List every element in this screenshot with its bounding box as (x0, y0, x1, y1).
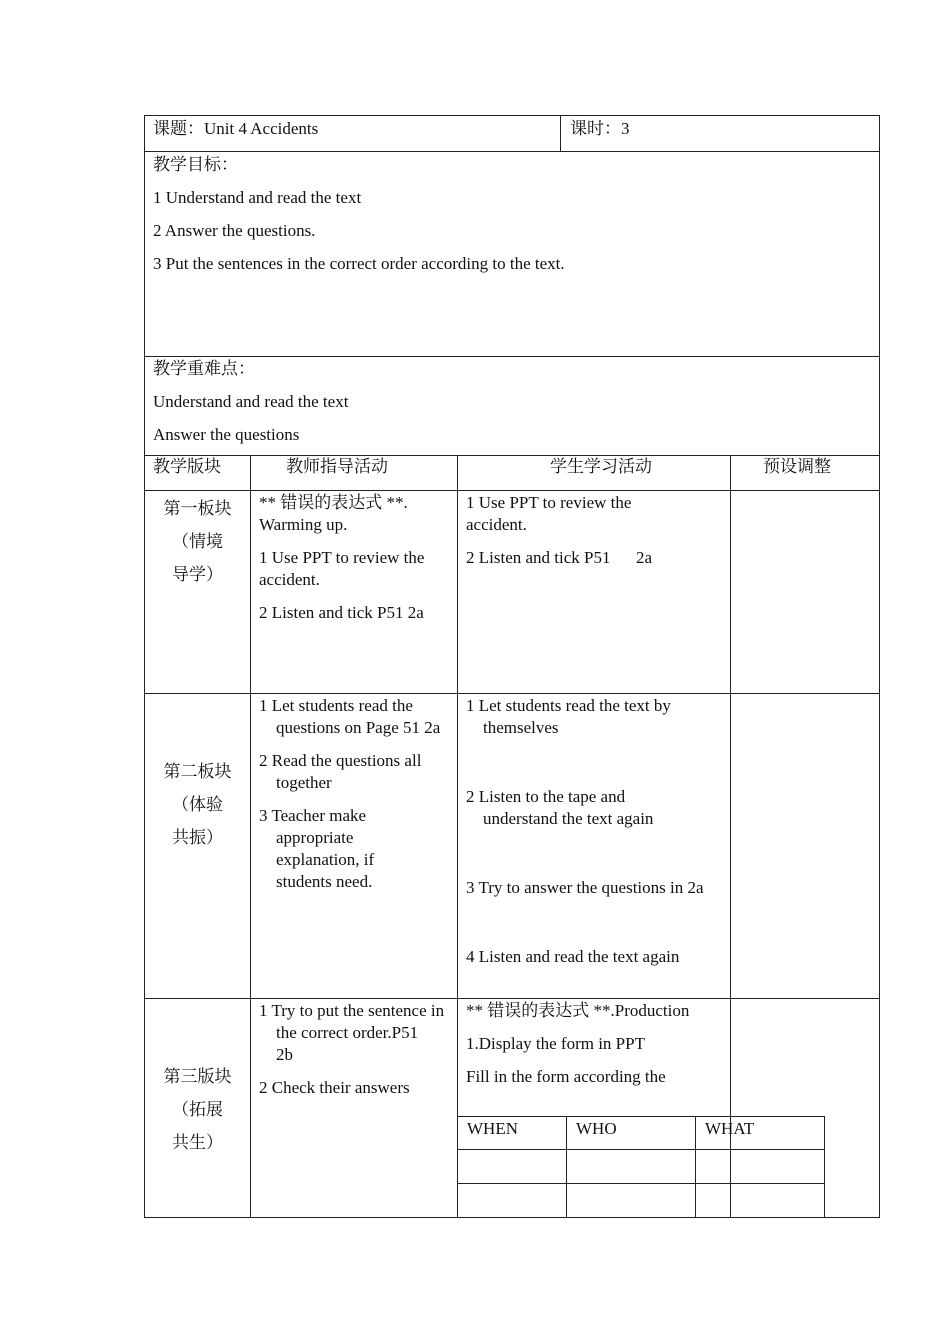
student-activity: 3 Try to answer the questions in 2a (466, 878, 704, 897)
rule (457, 1116, 825, 1117)
teacher-activity: 1 Let students read the questions on Page 51 2a (259, 696, 441, 737)
form-header-what: WHAT (705, 1119, 755, 1138)
rule (144, 998, 880, 999)
objective-item: 2 Answer the questions. (153, 221, 316, 240)
section1-student (466, 492, 716, 569)
rule (695, 1116, 696, 1217)
rule (144, 1217, 880, 1218)
teacher-activity: ** 错误的表达式 **. Warming up. (259, 493, 408, 534)
section-name-line: 共生） (172, 1133, 223, 1152)
key-point-item: Answer the questions (153, 425, 300, 444)
rule (144, 490, 880, 491)
key-point-item: Understand and read the text (153, 392, 349, 411)
section1-teacher (259, 492, 451, 624)
topic-title: 课题：Unit 4 Accidents (153, 119, 319, 138)
section-name-line: 第二板块 (163, 762, 232, 781)
rule (144, 693, 880, 694)
column-header-teacher: 教师指导活动 (286, 457, 388, 476)
student-activity: 2 Listen to the tape and understand the text again (466, 787, 654, 828)
section2-name (145, 755, 250, 854)
section3-teacher (259, 1000, 451, 1099)
rule (560, 115, 561, 152)
column-header-student: 学生学习活动 (550, 457, 652, 476)
objective-item: 3 Put the sentences in the correct order according to the text. (153, 254, 565, 273)
teacher-activity: 2 Listen and tick P51 2a (259, 603, 424, 622)
form-header-when: WHEN (467, 1119, 518, 1138)
section-name-line: 第三版块 (163, 1067, 232, 1086)
student-activity: 1.Display the form in PPT (466, 1034, 645, 1053)
objectives (153, 154, 873, 275)
rule (879, 115, 880, 1218)
section-name-line: （情境 (172, 532, 223, 551)
section1-name (145, 492, 250, 591)
rule (457, 455, 458, 1218)
section2-teacher (259, 695, 449, 893)
rule (144, 356, 880, 357)
teacher-activity: 1 Try to put the sentence in the correct order.P51 2b (259, 1001, 449, 1064)
form-header-who: WHO (576, 1119, 617, 1138)
lesson-period: 课时：3 (570, 119, 630, 138)
section-name-line: 第一板块 (163, 499, 232, 518)
column-header-adjustment: 预设调整 (763, 457, 831, 476)
rule (144, 151, 880, 152)
column-header-section: 教学版块 (153, 457, 221, 476)
section-name-line: （体验 (172, 795, 223, 814)
section2-student (466, 695, 721, 968)
teacher-activity: 3 Teacher make appropriate explanation, if students need. (259, 806, 375, 891)
objectives-label: 教学目标： (153, 155, 238, 174)
section3-student (466, 1000, 722, 1088)
student-activity: 4 Listen and read the text again (466, 947, 680, 966)
key-points-label: 教学重难点： (153, 359, 255, 378)
rule (457, 1149, 825, 1150)
student-activity: 1 Let students read the text by themselves (466, 696, 671, 737)
teacher-activity: 1 Use PPT to review the accident. (259, 548, 425, 589)
section-name-line: 共振） (172, 828, 223, 847)
teacher-activity: 2 Read the questions all together (259, 751, 422, 792)
rule (144, 115, 880, 116)
rule (457, 1183, 825, 1184)
student-activity: Fill in the form according the (466, 1067, 666, 1086)
rule (824, 1116, 825, 1217)
objective-item: 1 Understand and read the text (153, 188, 362, 207)
rule (144, 115, 145, 1218)
student-activity: 1 Use PPT to review the accident. (466, 493, 632, 534)
section3-name (145, 1060, 250, 1159)
key-points (153, 358, 873, 446)
rule (566, 1116, 567, 1217)
section-name-line: （拓展 (172, 1100, 223, 1119)
rule (730, 455, 731, 1218)
section-name-line: 导学） (172, 565, 223, 584)
student-activity: ** 错误的表达式 **.Production (466, 1001, 690, 1020)
student-activity: 2 Listen and tick P51 2a (466, 548, 653, 567)
teacher-activity: 2 Check their answers (259, 1078, 410, 1097)
rule (250, 455, 251, 1218)
